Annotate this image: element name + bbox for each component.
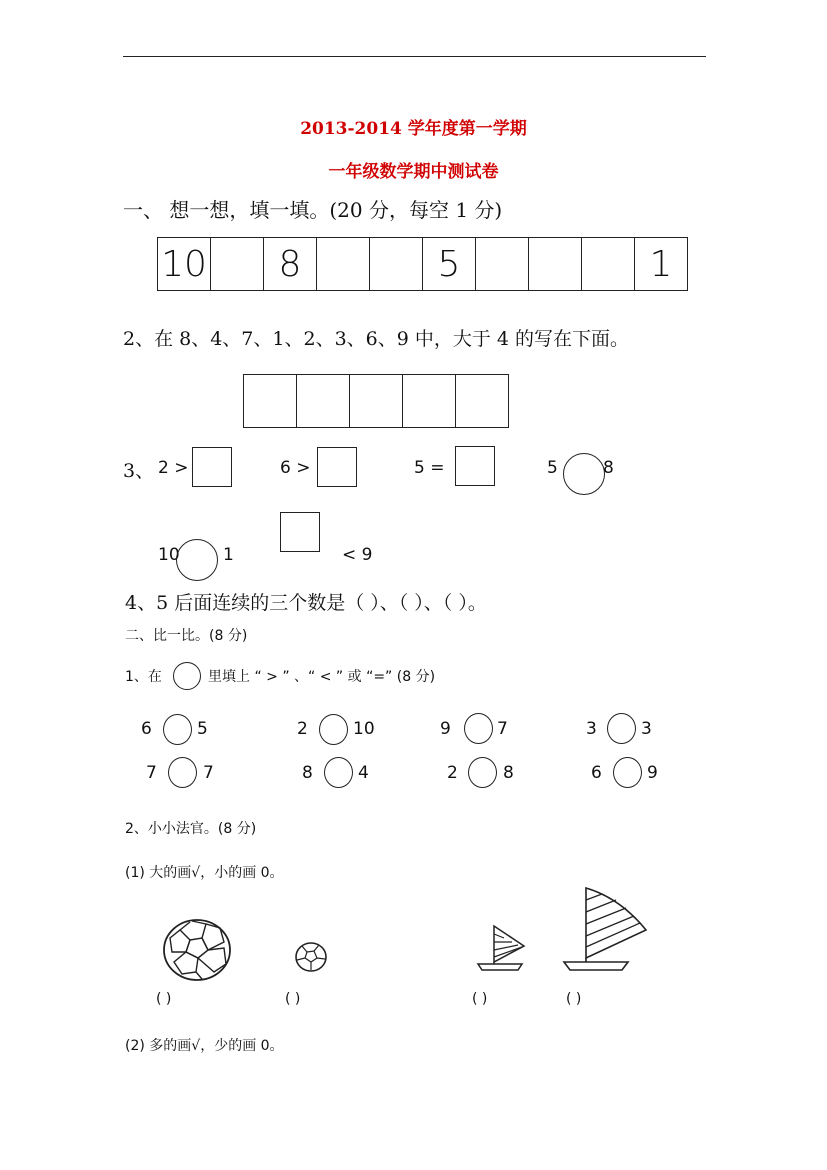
section1-heading: 一、 想一想，填一填。(20 分，每空 1 分) — [123, 198, 503, 222]
compare-circle[interactable] — [468, 757, 497, 788]
compare-left: 6 — [141, 719, 152, 739]
compare-right: 8 — [503, 763, 514, 783]
answer-box[interactable] — [192, 447, 232, 487]
compare-left: 2 — [297, 719, 308, 739]
grid-cell: 8 — [264, 238, 317, 291]
compare-circle[interactable] — [613, 757, 642, 788]
answer-box[interactable] — [403, 375, 456, 428]
answer-box[interactable] — [317, 447, 357, 487]
q3-expr-c: 5 = — [414, 458, 445, 478]
answer-paren[interactable]: ( ) — [566, 991, 582, 1007]
grid-cell[interactable] — [529, 238, 582, 291]
grid-cell[interactable] — [370, 238, 423, 291]
compare-left: 6 — [591, 763, 602, 783]
compare-right: 9 — [647, 763, 658, 783]
small-sailboat-image — [472, 924, 528, 974]
compare-right: 7 — [203, 763, 214, 783]
answer-box[interactable] — [280, 512, 320, 552]
compare-left: 7 — [146, 763, 157, 783]
title-exam: 一年级数学期中测试卷 — [328, 162, 499, 182]
compare-circle[interactable] — [319, 714, 348, 745]
compare-circle[interactable] — [464, 713, 493, 744]
section2-q1-prefix: 1、在 — [125, 669, 162, 685]
q3-expr-b: 6 > — [280, 458, 311, 478]
answer-circle[interactable] — [176, 539, 218, 581]
answer-box[interactable] — [350, 375, 403, 428]
grid-cell[interactable] — [582, 238, 635, 291]
answer-box[interactable] — [244, 375, 297, 428]
big-soccer-ball-image — [162, 918, 232, 982]
compare-right: 3 — [641, 719, 652, 739]
answer-box[interactable] — [455, 446, 495, 486]
q3-label: 3、 — [123, 460, 155, 482]
answer-paren[interactable]: ( ) — [285, 991, 301, 1007]
compare-circle[interactable] — [168, 757, 197, 788]
circle-symbol — [173, 662, 201, 690]
grid-cell: 10 — [158, 238, 211, 291]
compare-right: 10 — [353, 719, 375, 739]
answer-box[interactable] — [297, 375, 350, 428]
compare-right: 7 — [497, 719, 508, 739]
grid-cell: 5 — [423, 238, 476, 291]
grid-cell[interactable] — [211, 238, 264, 291]
answer-grid — [243, 374, 509, 428]
q3-expr-f-right: < 9 — [342, 545, 373, 565]
section2-q1-suffix: 里填上 “ > ” 、“ < ” 或 “=” (8 分) — [208, 669, 436, 685]
compare-left: 3 — [586, 719, 597, 739]
q3-expr-e-right: 1 — [223, 545, 234, 565]
q3-expr-a: 2 > — [158, 458, 189, 478]
section2-heading: 二、比一比。(8 分) — [125, 628, 248, 644]
q3-expr-d-right: 8 — [603, 458, 614, 478]
grid-cell: 1 — [635, 238, 688, 291]
answer-box[interactable] — [456, 375, 509, 428]
header-rule — [123, 56, 706, 57]
small-soccer-ball-image — [294, 941, 328, 973]
title-term: 2013-2014 学年度第一学期 — [300, 119, 527, 139]
compare-right: 4 — [358, 763, 369, 783]
number-sequence-grid — [157, 237, 688, 291]
answer-circle[interactable] — [563, 453, 605, 495]
section2-q2-heading: 2、小小法官。(8 分) — [125, 821, 257, 837]
q2-text: 2、在 8、4、7、1、2、3、6、9 中，大于 4 的写在下面。 — [123, 328, 630, 350]
compare-left: 2 — [447, 763, 458, 783]
compare-left: 8 — [302, 763, 313, 783]
q4-text: 4、5 后面连续的三个数是（ ）、（ ）、（ ）。 — [125, 592, 487, 614]
section2-sub2: (2) 多的画√，少的画 0。 — [125, 1038, 284, 1054]
compare-circle[interactable] — [607, 713, 636, 744]
grid-cell[interactable] — [317, 238, 370, 291]
compare-right: 5 — [197, 719, 208, 739]
section2-sub1: (1) 大的画√，小的画 0。 — [125, 865, 284, 881]
q3-expr-e-left: 10 — [158, 545, 180, 565]
answer-paren[interactable]: ( ) — [472, 991, 488, 1007]
big-sailboat-image — [560, 884, 652, 974]
answer-paren[interactable]: ( ) — [156, 991, 172, 1007]
compare-left: 9 — [440, 719, 451, 739]
compare-circle[interactable] — [324, 757, 353, 788]
compare-circle[interactable] — [163, 714, 192, 745]
q3-expr-d-left: 5 — [547, 458, 558, 478]
grid-cell[interactable] — [476, 238, 529, 291]
